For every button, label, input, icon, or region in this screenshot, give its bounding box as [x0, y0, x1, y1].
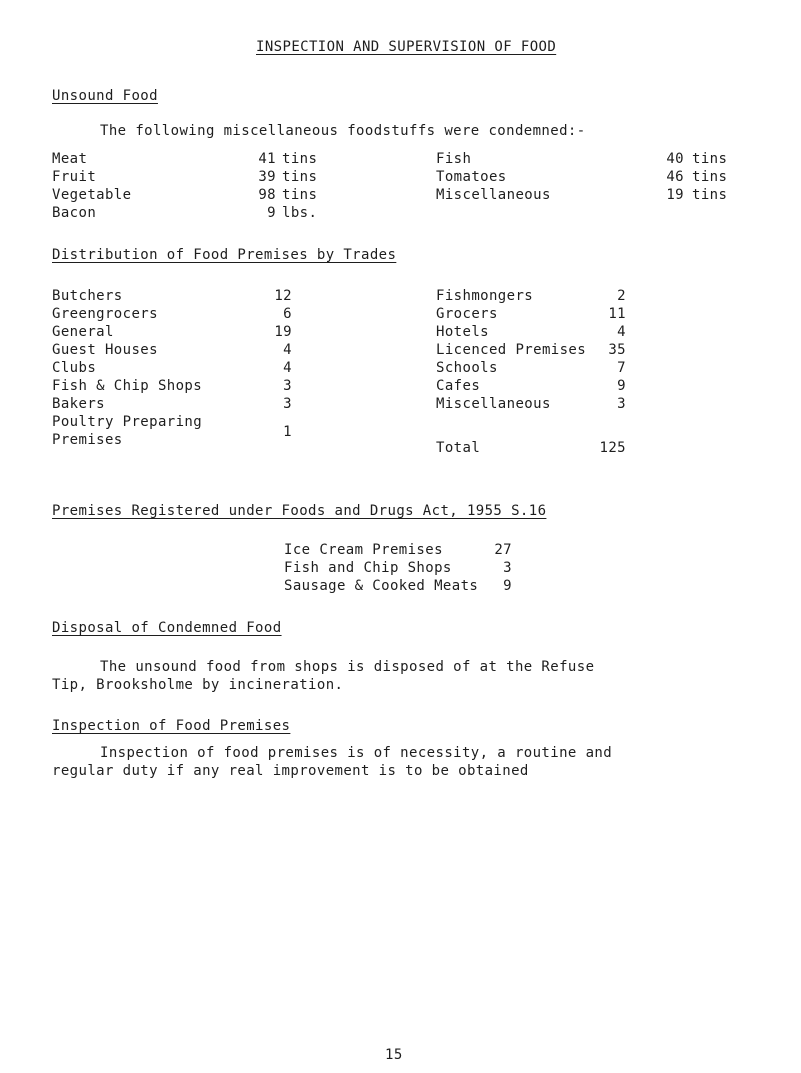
trade-count: 19: [274, 324, 292, 340]
page-number: 15: [385, 1047, 403, 1063]
unsound-food-heading: Unsound Food: [52, 88, 158, 104]
trade-count: 6: [283, 306, 292, 322]
condemned-qty: 98: [258, 187, 276, 203]
trade-name: Fishmongers: [436, 288, 534, 304]
trade-count: 7: [617, 360, 626, 376]
trade-name: Fish & Chip Shops: [52, 378, 203, 394]
condemned-unit: tins: [692, 151, 728, 167]
trade-name: General: [52, 324, 114, 340]
registered-label: Fish and Chip Shops: [284, 560, 452, 576]
trade-count: 9: [617, 378, 626, 394]
disposal-paragraph-line: The unsound food from shops is disposed of at the Refuse: [100, 659, 595, 675]
inspection-paragraph-line: Inspection of food premises is of necessity, a routine and: [100, 745, 613, 761]
condemned-qty: 19: [666, 187, 684, 203]
registered-label: Ice Cream Premises: [284, 542, 443, 558]
condemned-item: Bacon: [52, 205, 97, 221]
page-title: INSPECTION AND SUPERVISION OF FOOD: [256, 39, 557, 55]
condemned-unit: tins: [282, 187, 318, 203]
condemned-unit: lbs.: [282, 205, 318, 221]
trade-name: Cafes: [436, 378, 481, 394]
trade-name: Clubs: [52, 360, 97, 376]
condemned-item: Vegetable: [52, 187, 132, 203]
trade-count: 11: [608, 306, 626, 322]
registered-count: 9: [503, 578, 512, 594]
inspection-paragraph-line: regular duty if any real improvement is to be obtained: [52, 763, 529, 779]
trade-count: 4: [283, 342, 292, 358]
distribution-heading: Distribution of Food Premises by Trades: [52, 247, 397, 263]
trade-name: Schools: [436, 360, 498, 376]
condemned-item: Fruit: [52, 169, 97, 185]
unsound-intro: The following miscellaneous foodstuffs were condemned:-: [100, 123, 586, 139]
trade-count: 3: [283, 396, 292, 412]
condemned-unit: tins: [692, 187, 728, 203]
trade-count: 4: [283, 360, 292, 376]
trade-count: 3: [283, 378, 292, 394]
total-label: Total: [436, 440, 481, 456]
trade-count: 12: [274, 288, 292, 304]
condemned-item: Miscellaneous: [436, 187, 551, 203]
trade-count: 2: [617, 288, 626, 304]
trade-name: Greengrocers: [52, 306, 158, 322]
trade-name: Hotels: [436, 324, 489, 340]
condemned-unit: tins: [282, 151, 318, 167]
disposal-paragraph-line: Tip, Brooksholme by incineration.: [52, 677, 344, 693]
trade-name: Licenced Premises: [436, 342, 587, 358]
condemned-qty: 39: [258, 169, 276, 185]
trade-count: 35: [608, 342, 626, 358]
trade-name: Poultry Preparing: [52, 414, 203, 430]
trade-count: 1: [283, 424, 292, 440]
registered-count: 27: [494, 542, 512, 558]
condemned-item: Tomatoes: [436, 169, 507, 185]
trade-name: Premises: [52, 432, 123, 448]
condemned-qty: 9: [267, 205, 276, 221]
inspection-heading: Inspection of Food Premises: [52, 718, 291, 734]
trade-name: Miscellaneous: [436, 396, 551, 412]
trade-name: Bakers: [52, 396, 105, 412]
condemned-unit: tins: [282, 169, 318, 185]
registered-heading: Premises Registered under Foods and Drugs Act, 1955 S.16: [52, 503, 547, 519]
trade-count: 4: [617, 324, 626, 340]
condemned-item: Fish: [436, 151, 472, 167]
trade-name: Grocers: [436, 306, 498, 322]
total-value: 125: [599, 440, 626, 456]
trade-name: Butchers: [52, 288, 123, 304]
condemned-qty: 40: [666, 151, 684, 167]
registered-label: Sausage & Cooked Meats: [284, 578, 479, 594]
trade-name: Guest Houses: [52, 342, 158, 358]
condemned-qty: 41: [258, 151, 276, 167]
trade-count: 3: [617, 396, 626, 412]
condemned-item: Meat: [52, 151, 88, 167]
registered-count: 3: [503, 560, 512, 576]
disposal-heading: Disposal of Condemned Food: [52, 620, 282, 636]
condemned-unit: tins: [692, 169, 728, 185]
condemned-qty: 46: [666, 169, 684, 185]
